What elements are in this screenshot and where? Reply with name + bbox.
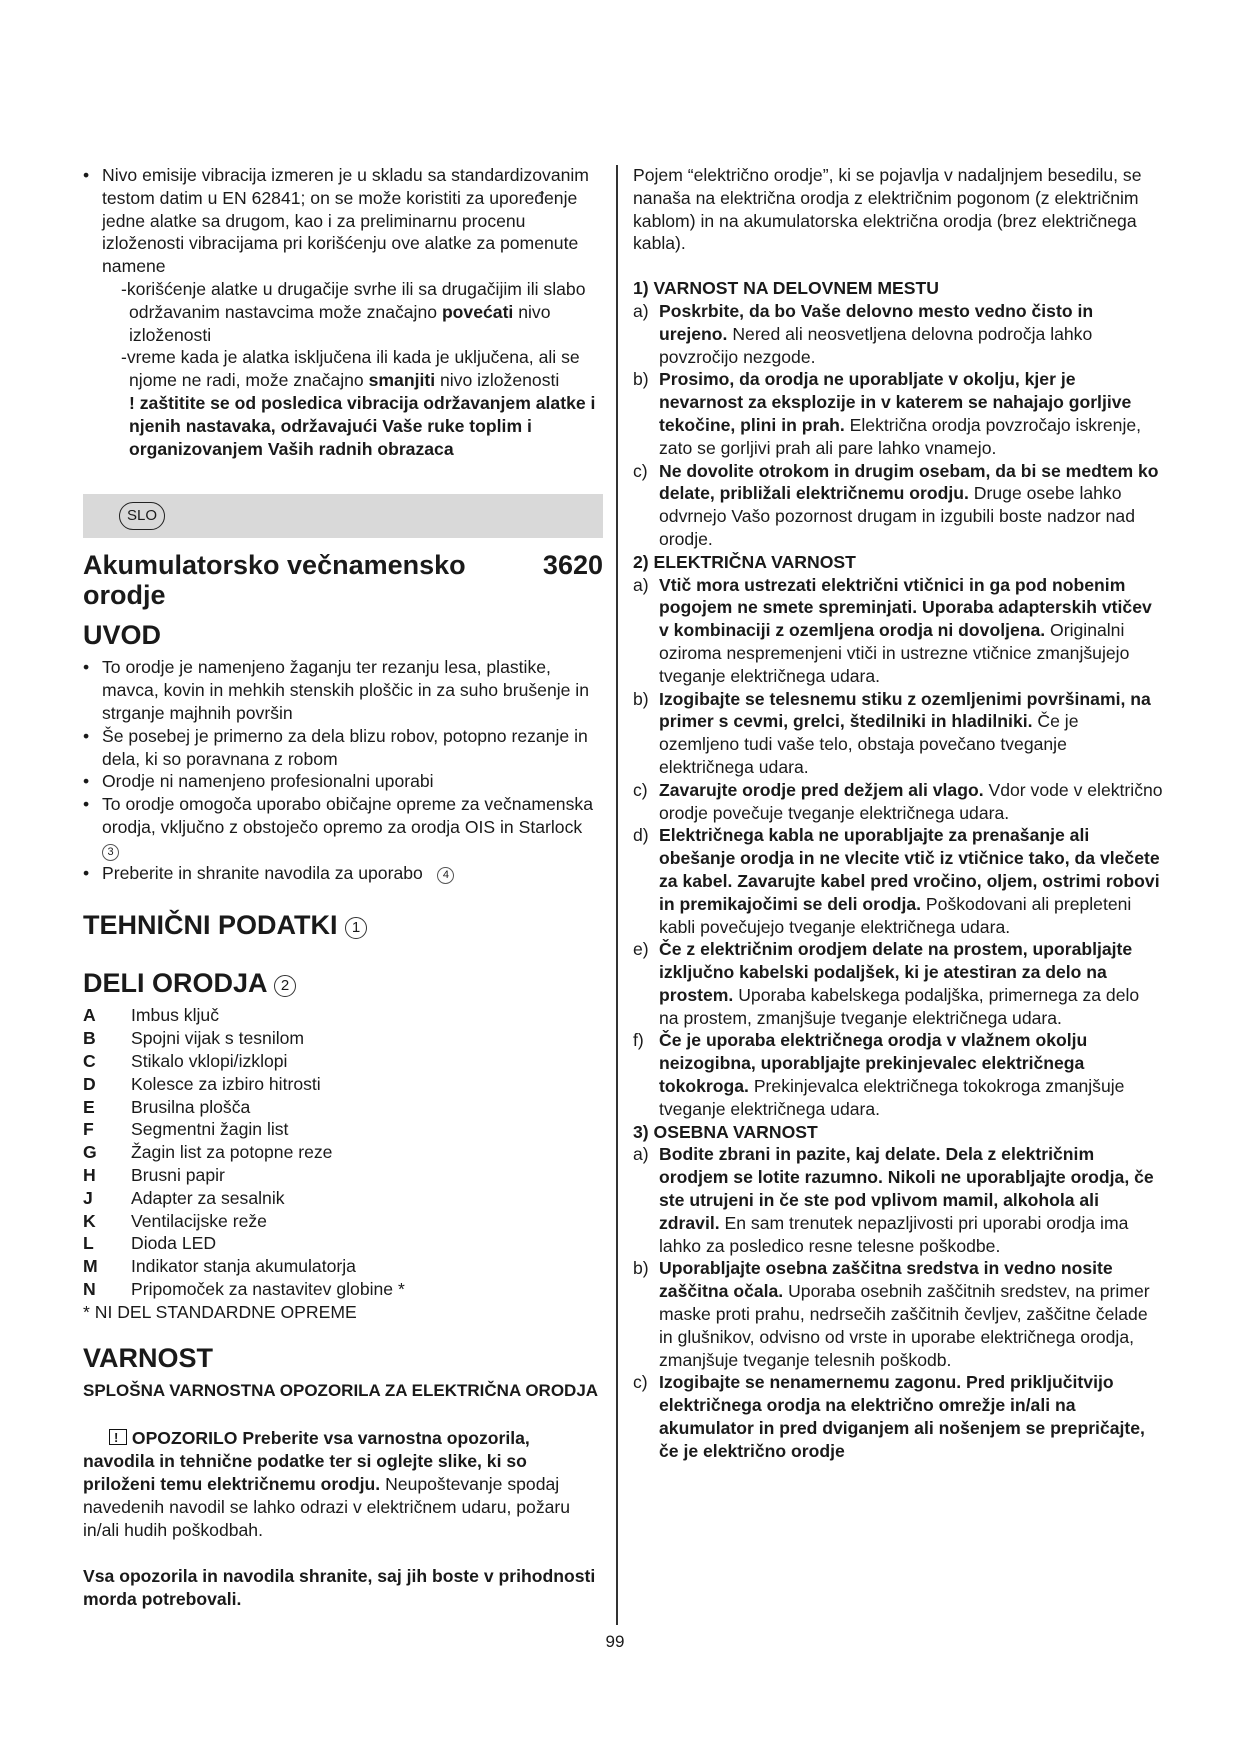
part-name: Pripomoček za nastavitev globine * xyxy=(131,1278,405,1299)
list-item: a) Vtič mora ustrezati električni vtičnici in ga pod nobenim pogojem ne smete spreminjati. Uporaba adapterskih vtičev v kombinaciji z ozemljena orodja ni dovoljena. Originalni oziroma nespremenjeni vtiči in ustrezne vtičnice zmanjšujejo tveganje električnega udara. xyxy=(633,574,1152,686)
list-item: a) Bodite zbrani in pazite, kaj delate. Dela z električnim orodjem se lotite razumno. Nikoli ne uporabljajte orodja, če ste utrujeni in če ste pod vplivom mamil, alkohola ali zdravil. En sam trenutek nepazljivosti pri uporabi orodja ima lahko za posledico resne telesne poškodbe. xyxy=(633,1144,1154,1256)
list-item: • Preberite in shranite navodila za uporabo 4 xyxy=(83,862,603,885)
list-item: • To orodje je namenjeno žaganju ter rezanju lesa, plastike, mavca, kovin in mehkih stenskih ploščic in za suho brušenje in strganje majhnih površin xyxy=(83,656,603,724)
keep-instructions: Vsa opozorila in navodila shranite, saj jih boste v prihodnosti morda potrebovali. xyxy=(83,1566,596,1610)
language-badge: SLO xyxy=(119,502,165,530)
product-title-row xyxy=(83,550,603,610)
list-item: a) Poskrbite, da bo Vaše delovno mesto vedno čisto in urejeno. Nered ali neosvetljena delovna področja lahko povzročijo nezgode. xyxy=(633,300,1094,367)
list-item: c) Izogibajte se nenamernemu zagonu. Pred priključitvijo električnega orodja na električno omrežje in/ali na akumulator in pred dviganjem ali nošenjem se prepričajte, če je električno orodje xyxy=(633,1372,1145,1461)
right-column xyxy=(633,164,1163,1463)
part-letter: F xyxy=(83,1119,94,1140)
vibration-warning: ! zaštitite se od posledica vibracija održavanjem alatke i njenih nastavaka, održavajući Vaše ruke toplim i organizovanjem Vaših radnih obrazaca xyxy=(129,392,596,459)
part-letter: A xyxy=(83,1005,96,1026)
list-item: b) Uporabljajte osebna zaščitna sredstva in vedno nosite zaščitna očala. Uporaba osebnih zaščitnih sredstev, na primer maske proti prahu, nedrsečih zaščitnih čevljev, zaščitne čelade in glušnikov, odvisno od vrste in uporabe električnega orodja, zmanjšuje tveganje telesnih poškodb. xyxy=(633,1258,1150,1370)
section-1-title: 1) VARNOST NA DELOVNEM MESTU xyxy=(633,278,939,299)
part-letter: H xyxy=(83,1164,96,1185)
section-3-title: 3) OSEBNA VARNOST xyxy=(633,1121,818,1142)
list-item: c) Zavarujte orodje pred dežjem ali vlago. Vdor vode v električno orodje povečuje tveganje električnega udara. xyxy=(633,779,1163,823)
list-item: • Še posebej je primerno za dela blizu robov, potopno rezanje in dela, ki so poravnana z robom xyxy=(83,725,603,771)
part-name: Kolesce za izbiro hitrosti xyxy=(131,1073,321,1094)
part-letter: C xyxy=(83,1050,96,1071)
part-letter: E xyxy=(83,1096,95,1117)
part-name: Ventilacijske reže xyxy=(131,1210,267,1231)
list-item: c) Ne dovolite otrokom in drugim osebam, da bi se medtem ko delate, približali električnemu orodju. Druge osebe lahko odvrnejo Vašo pozornost drugam in izgubili boste nadzor nad orodje. xyxy=(633,460,1159,549)
parts-heading: DELI ORODJA 2 xyxy=(83,968,603,998)
vibration-sub-1: -korišćenje alatke u drugačije svrhe ili sa drugačijim ili slabo održavanim nastavcima može značajno povećati nivo izloženosti xyxy=(121,278,586,345)
part-letter: M xyxy=(83,1256,98,1277)
language-bar xyxy=(83,494,603,538)
figure-ref-1: 1 xyxy=(345,917,367,939)
model-number: 3620 xyxy=(542,550,603,581)
tech-heading: TEHNIČNI PODATKI 1 xyxy=(83,910,603,940)
intro-heading: UVOD xyxy=(83,620,162,651)
list-item: b) Izogibajte se telesnemu stiku z ozemljenimi površinami, na primer s cevmi, grelci, štedilniki in hladilniki. Če je ozemljeno tudi vaše telo, obstaja povečano tveganje električnega udara. xyxy=(633,688,1151,777)
vibration-text: • Nivo emisije vibracija izmeren je u skladu sa standardizovanim testom datim u EN 62841; on se može koristiti za upoređenje jedne alatke sa drugom, kao i za preliminarnu procenu izloženosti vibracijama pri korišćenju ove alatke za pomenute namene xyxy=(102,165,589,277)
section-2-title: 2) ELEKTRIČNA VARNOST xyxy=(633,551,856,572)
part-name: Indikator stanja akumulatorja xyxy=(131,1256,356,1277)
list-item: b) Prosimo, da orodja ne uporabljate v okolju, kjer je nevarnost za eksplozije in v katerem se nahajajo gorljive tekočine, plini in prah. Električna orodja povzročajo iskrenje, zato se gorljivi prah ali pare lahko vnamejo. xyxy=(633,369,1142,458)
page-number: 99 xyxy=(605,1632,625,1651)
part-letter: N xyxy=(83,1278,96,1299)
part-letter: J xyxy=(83,1187,93,1208)
part-name: Žagin list za potopne reze xyxy=(131,1142,333,1163)
list-item: • Orodje ni namenjeno profesionalni uporabi xyxy=(83,770,603,793)
left-column xyxy=(83,164,603,1611)
part-name: Brusni papir xyxy=(131,1164,225,1185)
warning-icon xyxy=(109,1429,127,1445)
intro-paragraph: Pojem “električno orodje”, ki se pojavlja v nadaljnjem besedilu, se nanaša na električna orodja z električnim pogonom (z električnim kablom) in na akumulatorska električna orodja (brez električnega kabla). xyxy=(633,165,1142,254)
list-item: • To orodje omogoča uporabo običajne opreme za večnamenska orodja, vključno z obstoječo opremo za orodja OIS in Starlock 3 xyxy=(83,793,603,861)
part-name: Segmentni žagin list xyxy=(131,1119,289,1140)
part-name: Stikalo vklopi/izklopi xyxy=(131,1050,288,1071)
figure-ref-4: 4 xyxy=(437,867,454,884)
list-item: d) Električnega kabla ne uporabljajte za prenašanje ali obešanje orodja in ne vlecite vtič iz vtičnice tako, da vlečete za kabel. Zavarujte kabel pred vročino, oljem, ostrimi robovi in premikajočimi se deli orodja. Poškodovani ali prepleteni kabli povečujejo tveganje električnega udara. xyxy=(633,825,1160,937)
parts-list xyxy=(83,1004,603,1300)
part-letter: L xyxy=(83,1233,94,1254)
list-item: f) Če je uporaba električnega orodja v vlažnem okolju neizogibna, uporabljajte prekinjevalec električnega tokokroga. Prekinjevalca električnega tokokroga zmanjšuje tveganje električnega udara. xyxy=(633,1030,1125,1119)
vibration-bullet xyxy=(83,164,603,278)
part-letter: G xyxy=(83,1142,97,1163)
part-letter: K xyxy=(83,1210,96,1231)
part-name: Dioda LED xyxy=(131,1233,217,1254)
part-name: Brusilna plošča xyxy=(131,1096,251,1117)
safety-heading: VARNOST xyxy=(83,1343,214,1374)
product-title: Akumulatorsko večnamensko orodje xyxy=(83,550,466,611)
part-letter: D xyxy=(83,1073,96,1094)
column-divider xyxy=(616,165,618,1625)
intro-list xyxy=(83,656,603,884)
figure-ref-3: 3 xyxy=(102,844,119,861)
part-letter: B xyxy=(83,1028,96,1049)
part-name: Spojni vijak s tesnilom xyxy=(131,1028,305,1049)
vibration-sub-2: -vreme kada je alatka isključena ili kada je uključena, ali se njome ne radi, može značajno smanjiti nivo izloženosti xyxy=(121,347,580,391)
figure-ref-2: 2 xyxy=(274,975,296,997)
parts-note: * NI DEL STANDARDNE OPREME xyxy=(83,1301,357,1322)
safety-subheading: SPLOŠNA VARNOSTNA OPOZORILA ZA ELEKTRIČNA ORODJA xyxy=(83,1381,599,1401)
part-name: Adapter za sesalnik xyxy=(131,1187,285,1208)
part-name: Imbus ključ xyxy=(131,1005,219,1026)
list-item: e) Če z električnim orodjem delate na prostem, uporabljajte izključno kabelski podaljšek, ki je atestiran za delo na prostem. Uporaba kabelskega podaljška, primernega za delo na prostem, zmanjšuje tveganje električnega udara. xyxy=(633,939,1140,1028)
general-warning: ! OPOZORILO Preberite vsa varnostna opozorila, navodila in tehnične podatke ter si oglejte slike, ki so priloženi temu električnemu orodju. Neupoštevanje spodaj navedenih navodil se lahko odrazi v električnem udaru, požaru in/ali hudih poškodbah. xyxy=(83,1427,603,1541)
